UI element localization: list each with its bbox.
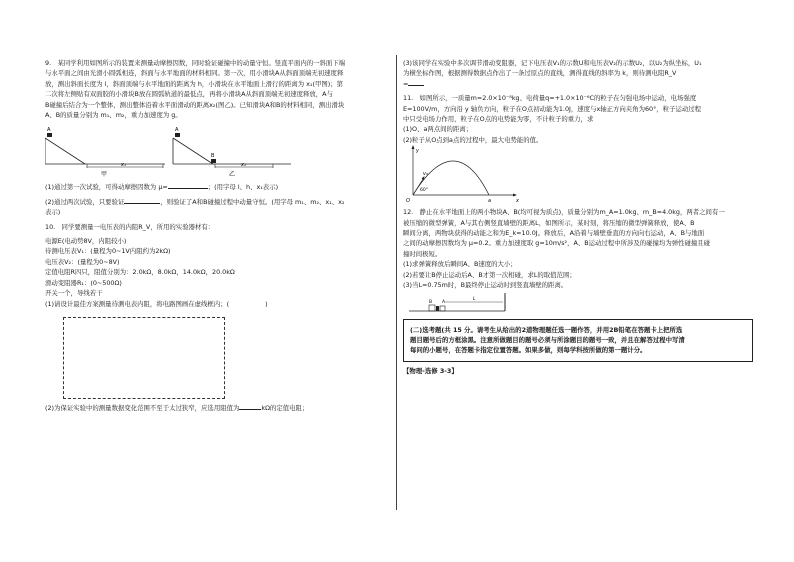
column-divider bbox=[396, 55, 397, 510]
block-a bbox=[175, 133, 180, 137]
q10-item: 滑动变阻器R₁：(0~500Ω) bbox=[45, 278, 122, 287]
q10-item: 待测电压表V₁：(量程为0~1V内阻约为2kΩ) bbox=[45, 247, 171, 256]
q9-sub1: (1)通过第一次试验，可得动摩擦因数为 μ= ；(用字母 l、h、x₁表示) bbox=[45, 183, 279, 192]
figure-a-caption: 甲 bbox=[101, 171, 108, 179]
q10-item: 电源E(电动势8V，内阻较小) bbox=[45, 237, 127, 246]
q10-3-line: 为横坐标作图，根据测得数据点作出了一条过原点的直线，测得直线的斜率为 k，则待测电阻R_V bbox=[403, 69, 677, 78]
q12-line: 撞时间极短。 bbox=[403, 249, 442, 258]
q10-sub1: (1)请设计最佳方案测量待测电表内阻，将电路图画在虚线框内；( ) bbox=[45, 299, 268, 308]
answer-blank[interactable] bbox=[168, 182, 208, 189]
notice-line: 每问的小题号，在答题卡指定位置答题。如果多做，则每学科按所做的第一题计分。 bbox=[410, 346, 647, 355]
q12-figure bbox=[403, 291, 753, 315]
q9-figures bbox=[45, 120, 385, 182]
left-column bbox=[45, 58, 385, 413]
q11-line: 11. 如图所示，一质量m=2.0×10⁻⁸kg、电荷量q=+1.0×10⁻⁶C的粒子在匀强电场中运动，电场强度 bbox=[403, 94, 697, 103]
q12-sub: (1)求弹簧释放后瞬间A、B速度的大小； bbox=[403, 260, 517, 269]
optional-questions-notice bbox=[403, 319, 753, 362]
q9-line: 9. 某同学利用如图所示的装置来测量动摩擦因数，同时验证碰撞中的动量守恒。竖直平面内的一斜面下端 bbox=[45, 59, 346, 67]
block-b bbox=[429, 305, 435, 311]
block-a bbox=[47, 133, 52, 137]
answer-blank[interactable] bbox=[124, 197, 160, 204]
label-origin: O bbox=[406, 198, 410, 204]
label-l: L bbox=[473, 296, 476, 302]
q9-line: 放，测出斜面长度为 l，斜面顶端与水平地面的距离为 h，小滑块在水平地面上滑行的距离为 x₁(甲图)；第 bbox=[45, 79, 344, 88]
circuit-drawing-box[interactable] bbox=[63, 317, 225, 399]
question-9 bbox=[45, 58, 385, 218]
label-a: A bbox=[442, 299, 446, 305]
label-y: y bbox=[416, 148, 419, 155]
notice-line: (二)选考题(共 15 分。请考生从给出的2道物理题任选一题作答，并用2B铅笔在答题卡上把所选 bbox=[410, 325, 683, 334]
q10-sub2: (2)为保证实验中的测量数据变化范围不至于太过狭窄，应选用阻值为 kΩ的定值电阻； bbox=[45, 403, 309, 412]
label-a: A bbox=[47, 127, 51, 134]
block-a bbox=[440, 306, 445, 311]
q11-trajectory-diagram bbox=[403, 145, 533, 203]
q9-incline-diagrams bbox=[45, 120, 385, 182]
notice-line: 题目题号后的方框涂黑。注意所做题目的题号必须与所涂题目的题号一致，并且在解答过程中写清 bbox=[410, 335, 685, 344]
label-x1: x₁ bbox=[121, 162, 126, 169]
q11-sub: (1)O、a两点间的距离； bbox=[403, 125, 473, 134]
question-11 bbox=[403, 93, 753, 203]
label-x: x bbox=[516, 198, 519, 204]
q12-line: 12. 静止在水平地面上的两小物块A、B(均可视为质点)，质量分别为m_A=1.0kg、m_B=4.0kg，两者之间有一 bbox=[403, 208, 725, 217]
answer-blank[interactable] bbox=[408, 79, 424, 86]
q12-line: 被压缩的微型弹簧，A与其右侧竖直墙壁的距离L，如图所示，某时刻，将压缩的微型弹簧释放，使A、B bbox=[403, 218, 695, 227]
q9-line: A、B的质量分别为 m₁、m₂，重力加速度为 g。 bbox=[45, 111, 182, 120]
q9-sub2-tail: 表示) bbox=[45, 208, 61, 217]
q10-3-line: = bbox=[403, 79, 753, 89]
question-10 bbox=[45, 222, 385, 414]
q11-line: 中只受电场力作用，粒子在O点的电势能为零，不计粒子的重力，求 bbox=[403, 115, 594, 124]
q12-line: 之间的动摩擦因数均为 μ=0.2。重力加速度取 g=10m/s²，A、B运动过程中所涉及的碰撞均为弹性碰撞且碰 bbox=[403, 239, 711, 248]
q10-item: 开关一个，导线若干 bbox=[45, 289, 103, 298]
figure-b-caption: 乙 bbox=[229, 171, 236, 179]
q12-sub: (3)当L=0.75m时，B最终停止运动时到竖直墙壁的距离。 bbox=[403, 281, 568, 290]
q10-item: 定值电阻R四只，阻值分别为：2.0kΩ，8.0kΩ，14.0kΩ，20.0kΩ bbox=[45, 268, 235, 277]
label-b: B bbox=[429, 299, 433, 305]
right-column bbox=[403, 58, 753, 376]
block-b bbox=[211, 159, 216, 163]
section-heading: 【物理-选修 3-3】 bbox=[403, 366, 458, 375]
figure-a bbox=[45, 127, 165, 178]
q11-sub: (2)粒子从O点到a点的过程中，最大电势能的值。 bbox=[403, 135, 543, 144]
q11-figure bbox=[403, 145, 753, 203]
label-angle: 60° bbox=[420, 188, 428, 194]
q12-blocks-wall-diagram bbox=[403, 291, 513, 315]
q10-3-line: (3)该同学在实验中多次调节滑动变阻器，记下电压表V₁的示数U和电压表V₂的示数U₂，以U₂为纵坐标，U₁ bbox=[403, 59, 702, 67]
q9-line: B碰撞后结合为一个整体，测出整体沿着水平面滑动的距离x₂(图乙)。已知滑块A和B的材料相同，测出滑块 bbox=[45, 100, 345, 109]
label-x2: x₂ bbox=[241, 162, 246, 169]
spring bbox=[436, 306, 439, 311]
question-10-part3 bbox=[403, 58, 753, 89]
q12-sub: (2)若要让B停止运动后A、B才第一次相碰，求L的取值范围； bbox=[403, 270, 576, 279]
label-b: B bbox=[211, 153, 215, 160]
q9-sub2: (2)通过两次试验，只要验证 ，则验证了A和B碰撞过程中动量守恒。(用字母 m₁、m₂、x₁、x₂ bbox=[45, 197, 345, 206]
q12-line: 瞬间分离，两物块获得的动能之和为E_k=10.0J。释放后，A沿着与墙壁垂直的方向向右运动，A、B与地面 bbox=[403, 229, 705, 238]
answer-blank[interactable] bbox=[239, 403, 261, 410]
q9-line: 与水平面之间由光滑小圆弧相连，斜面与水平地面的材料相同。第一次，用小滑块A从斜面顶端无初速度释 bbox=[45, 69, 344, 78]
label-a: A bbox=[175, 127, 179, 134]
figure-b bbox=[173, 127, 291, 178]
label-a-point: a bbox=[488, 198, 492, 204]
q10-item: 电压表V₂：(量程为0~8V) bbox=[45, 257, 120, 266]
q9-line: 二次将左侧贴有双面胶的小滑块B放在圆弧轨道的最低点，再将小滑块A从斜面顶端无初速度释放，A与 bbox=[45, 90, 333, 99]
label-v0: v₀ bbox=[423, 171, 428, 178]
q10-intro: 10. 同学要测量一电压表的内阻R_V，所用的实验器材有： bbox=[45, 222, 215, 231]
question-12 bbox=[403, 207, 753, 314]
q11-line: E=100V/m，方向沿 y 轴负方向，粒子在O点初动能为1.0J，速度与x轴正方向夹角为60°，粒子运动过程 bbox=[403, 104, 702, 113]
